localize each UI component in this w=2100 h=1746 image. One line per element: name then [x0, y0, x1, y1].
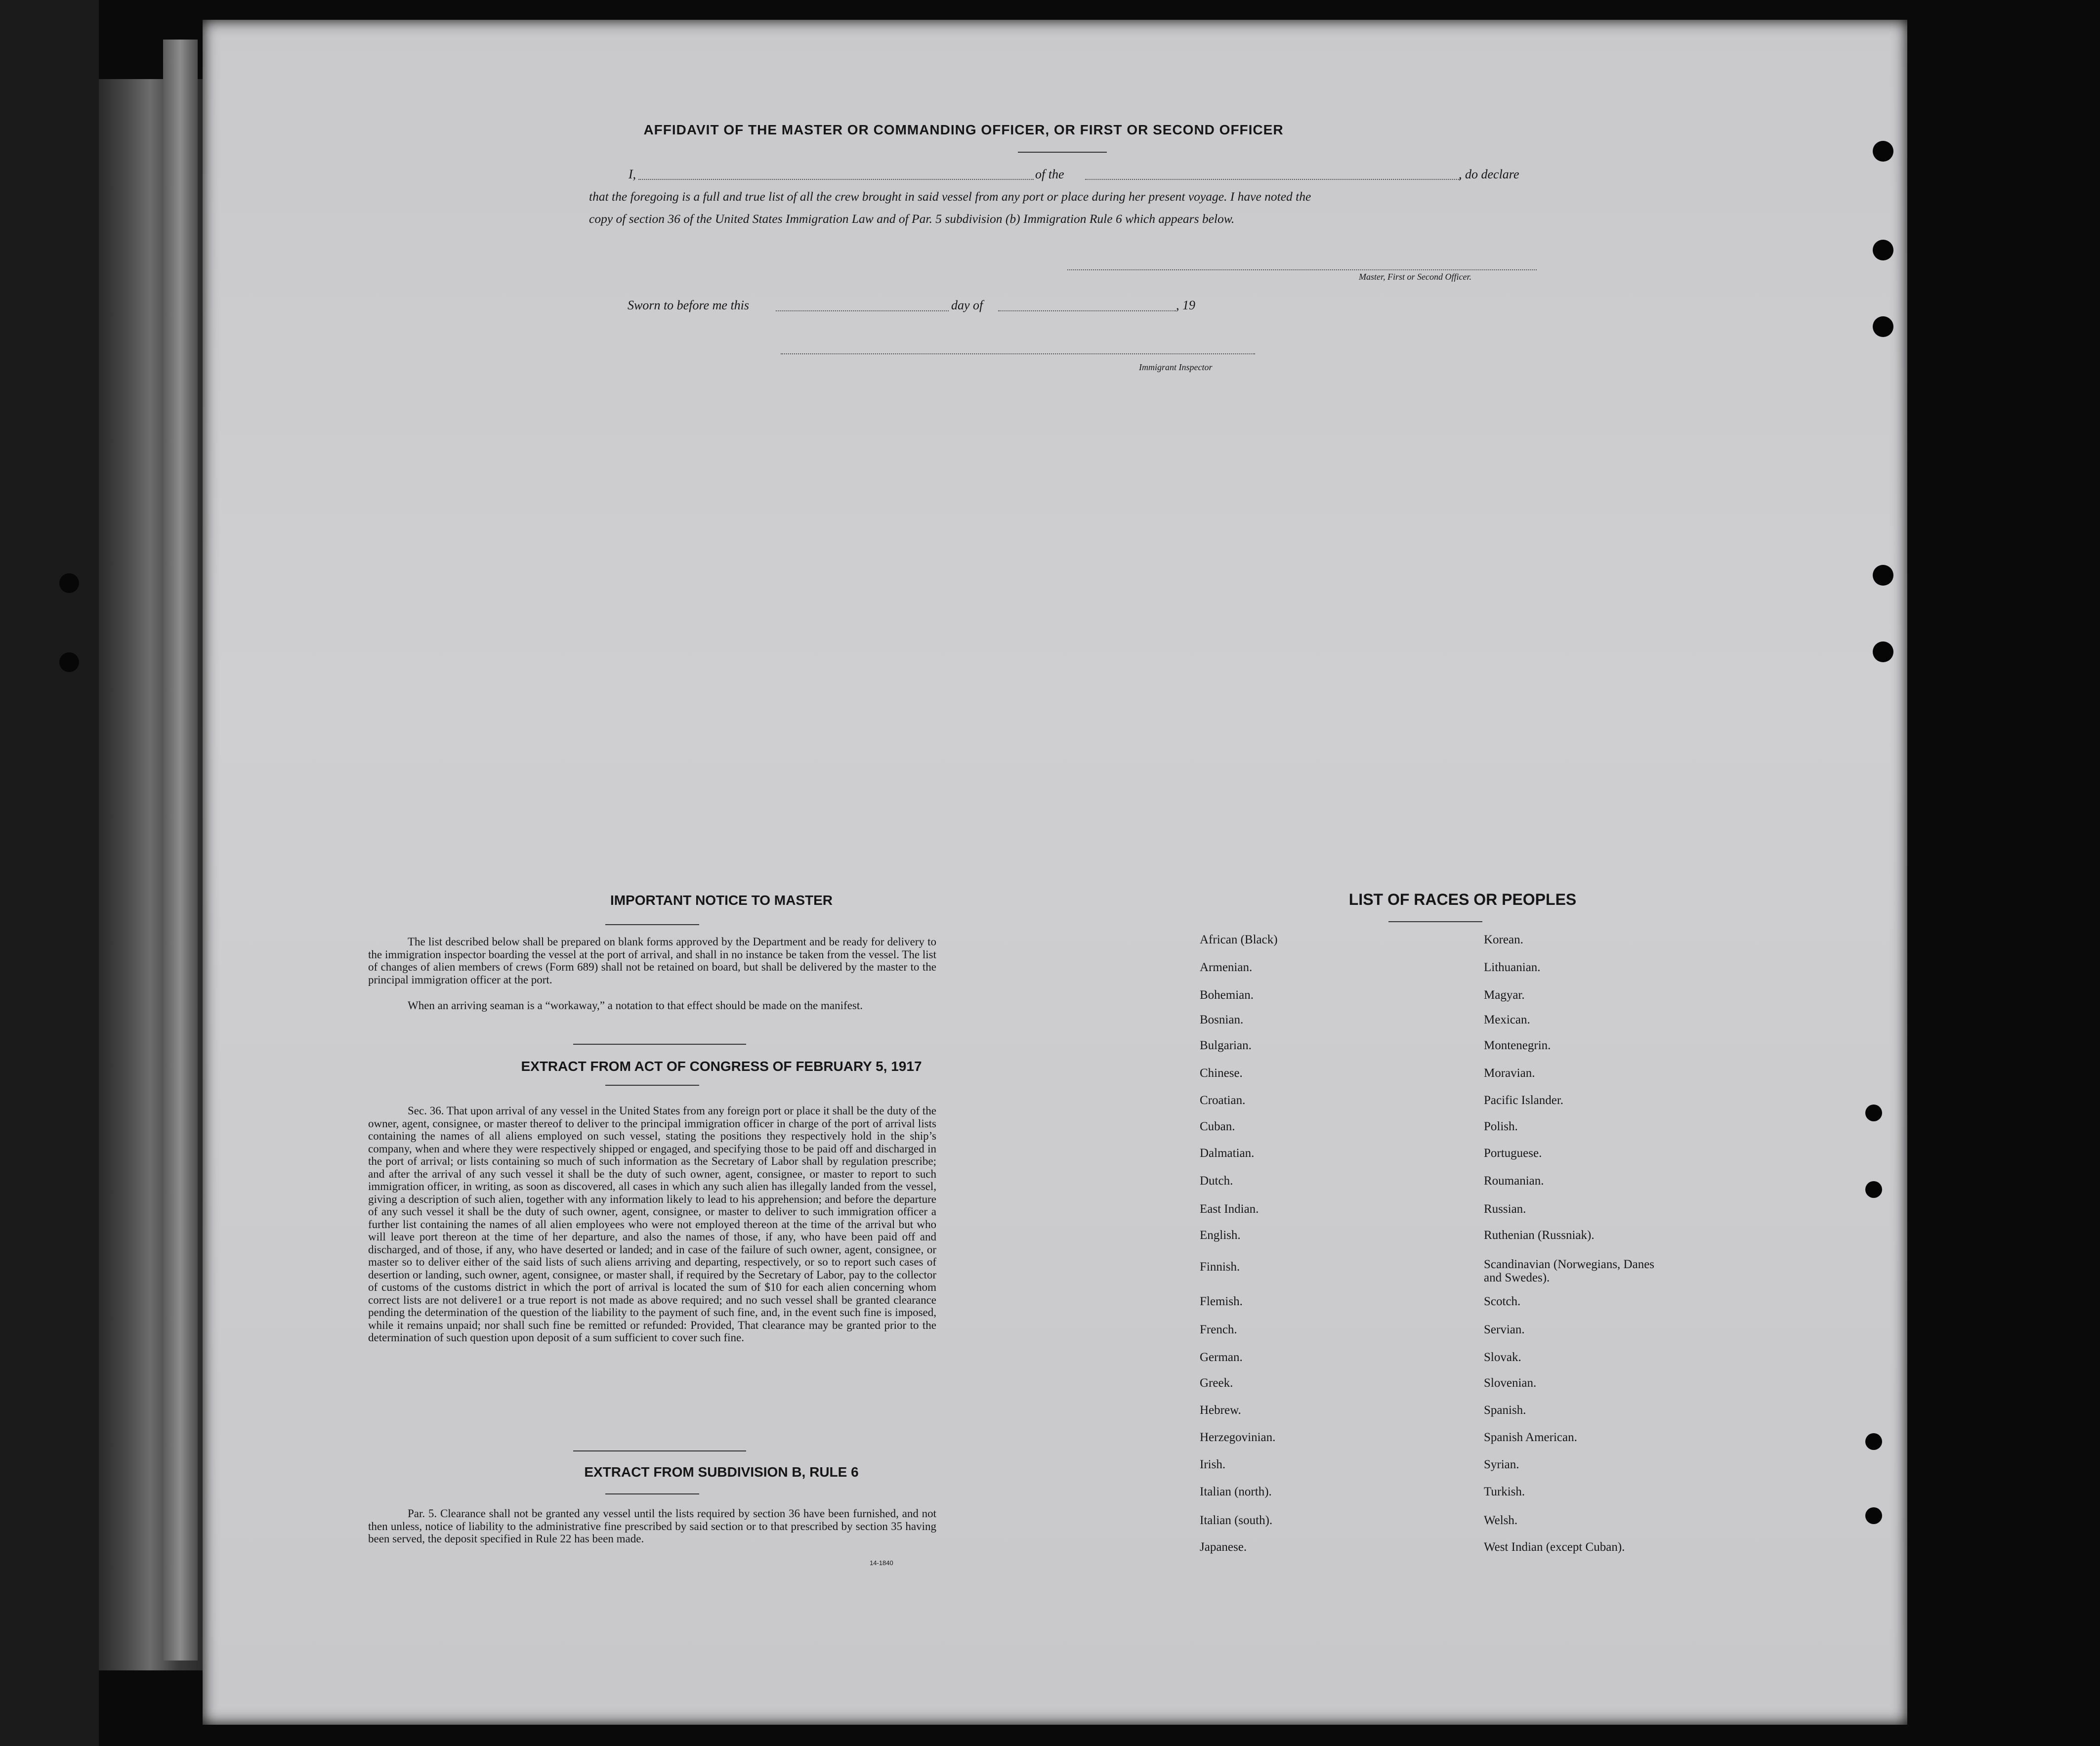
race-item: Russian. [1484, 1202, 1526, 1216]
races-rule [1388, 921, 1482, 922]
race-item: Chinese. [1200, 1066, 1243, 1080]
race-item: Portuguese. [1484, 1147, 1542, 1160]
race-item: Dalmatian. [1200, 1147, 1255, 1160]
sworn-day-blank[interactable] [776, 310, 949, 311]
race-item: Hebrew. [1200, 1404, 1241, 1417]
punch-hole [1873, 641, 1893, 662]
race-item: Bosnian. [1200, 1013, 1244, 1026]
master-signature-line[interactable] [1067, 269, 1537, 270]
punch-hole [1865, 1181, 1882, 1198]
section-rule-2 [573, 1450, 746, 1451]
race-item: Spanish. [1484, 1404, 1526, 1417]
race-item: Slovak. [1484, 1351, 1521, 1364]
race-item: Herzegovinian. [1200, 1431, 1276, 1444]
affidavit-of-the: of the [1035, 167, 1064, 181]
race-item: Slovenian. [1484, 1376, 1537, 1390]
punch-hole [1873, 565, 1893, 586]
section-rule [573, 1044, 746, 1045]
race-item: French. [1200, 1323, 1237, 1336]
race-item: West Indian (except Cuban). [1484, 1540, 1625, 1554]
binder-hole [59, 573, 79, 593]
extract-act-rule [605, 1085, 699, 1086]
race-item: Flemish. [1200, 1295, 1243, 1308]
inspector-signature-line[interactable] [781, 353, 1255, 354]
punch-hole [1865, 1105, 1882, 1121]
sworn-month-blank[interactable] [998, 310, 1176, 311]
race-item: Armenian. [1200, 961, 1253, 974]
affidavit-line3: copy of section 36 of the United States Immigration Law and of Par. 5 subdivision (b) Immigration Rule 6 which appears below. [589, 212, 1235, 226]
race-item: Welsh. [1484, 1514, 1518, 1527]
race-item: Montenegrin. [1484, 1039, 1551, 1052]
race-item: Servian. [1484, 1323, 1525, 1336]
extract-rule-text: Par. 5. Clearance shall not be granted any vessel until the lists required by section 36 have been furnished, and not then unless, notice of liability to the administrative fine prescribed by said section or to that prescribed by section 35 having been served, the deposit specified in Rule 22 has been made. [368, 1507, 936, 1545]
notice-paragraph-2: When an arriving seaman is a “workaway,” a notation to that effect should be made on the manifest. [408, 999, 863, 1012]
race-item: Magyar. [1484, 988, 1525, 1002]
notice-paragraph-1: The list described below shall be prepared on blank forms approved by the Department and be ready for delivery to the immigration inspector boarding the vessel at the port of arrival, and shall in no instance be taken from the vessel. The list of changes of alien members of crews (Form 689) shall not be retained on board, but shall be delivered by the master to the principal immigration officer at the port. [368, 936, 936, 986]
race-item: Irish. [1200, 1458, 1226, 1471]
sworn-text: Sworn to before me this [628, 298, 750, 312]
punch-hole [1873, 316, 1893, 337]
race-item: Pacific Islander. [1484, 1094, 1564, 1107]
punch-hole [1865, 1507, 1882, 1524]
race-item: German. [1200, 1351, 1243, 1364]
race-item: Dutch. [1200, 1174, 1233, 1188]
affidavit-do-declare: , do declare [1459, 167, 1519, 181]
race-item: Roumanian. [1484, 1174, 1544, 1188]
race-item: Spanish American. [1484, 1431, 1577, 1444]
affidavit-i: I, [629, 167, 636, 181]
affidavit-line2: that the foregoing is a full and true list of all the crew brought in said vessel from any port or place during her present voyage. I have noted the [589, 189, 1311, 204]
race-item: Italian (south). [1200, 1514, 1273, 1527]
race-item: Polish. [1484, 1120, 1518, 1133]
race-item: Bulgarian. [1200, 1039, 1252, 1052]
race-item: Ruthenian (Russniak). [1484, 1229, 1595, 1242]
notice-title: IMPORTANT NOTICE TO MASTER [610, 893, 833, 908]
binder-hole [59, 652, 79, 672]
race-item: Croatian. [1200, 1094, 1246, 1107]
inspector-label: Immigrant Inspector [1139, 362, 1213, 372]
race-item: Greek. [1200, 1376, 1233, 1390]
race-item: Lithuanian. [1484, 961, 1541, 974]
race-item: Scandinavian (Norwegians, Danes and Swedes). [1484, 1258, 1655, 1284]
race-item: Korean. [1484, 933, 1523, 946]
binder-edge [0, 0, 99, 1746]
race-item: Syrian. [1484, 1458, 1519, 1471]
extract-act-text: Sec. 36. That upon arrival of any vessel in the United States from any foreign port or place it shall be the duty of the owner, agent, consignee, or master thereof to deliver to the principal immigration officer in charge of the port of arrival lists containing the names of all aliens employed on such vessel, stating the positions they respectively hold in the ship’s company, when and where they were respectively shipped or engaged, and specifying those to be paid off and discharged in the port of arrival; or lists containing so much of such information as the Secretary of Labor shall by regulation prescribe; and after the arrival of any such vessel it shall be the duty of such owner, agent, consignee, or master to report to such immigration officer, in writing, as soon as discovered, all cases in which any such alien has illegally landed from the vessel, giving a description of such alien, together with any information likely to lead to his apprehension; and before the departure of any such vessel it shall be the duty of such owner, agent, consignee, or master to deliver to such immigration officer a further list containing the names of all alien employees who were not employed thereon at the time of the arrival but who will leave port thereon at the time of her departure, and also the names of those, if any, who have been paid off and discharged, and of those, if any, who have deserted or landed; and in case of the failure of such owner, agent, consignee, or master so to deliver either of the said lists of such aliens arriving and departing, respectively, or so to report such cases of desertion or landing, such owner, agent, consignee, or master shall, if required by the Secretary of Labor, pay to the collector of customs of the customs district in which the port of arrival is located the sum of $10 for each alien concerning whom correct lists are not delivere1 or a true report is not made as above required; and no such vessel shall be granted clearance pending the determination of the question of the liability to the payment of such fine, and, in the event such fine is imposed, while it remains unpaid; nor shall such fine be remitted or refunded: Provided, That clearance may be granted prior to the determination of such question upon deposit of a sum sufficient to cover such fine. [368, 1105, 936, 1344]
extract-rule-title: EXTRACT FROM SUBDIVISION B, RULE 6 [584, 1464, 859, 1480]
race-item: English. [1200, 1229, 1241, 1242]
punch-hole [1873, 240, 1893, 260]
race-item: Bohemian. [1200, 988, 1254, 1002]
vessel-blank[interactable] [1085, 179, 1461, 180]
race-item: Turkish. [1484, 1485, 1525, 1498]
races-title: LIST OF RACES OR PEOPLES [1348, 891, 1577, 908]
name-blank[interactable] [638, 179, 1034, 180]
race-item: Japanese. [1200, 1540, 1247, 1554]
day-of-text: day of [951, 298, 983, 312]
race-item: Italian (north). [1200, 1485, 1272, 1498]
race-item: Finnish. [1200, 1260, 1240, 1274]
affidavit-title: AFFIDAVIT OF THE MASTER OR COMMANDING OFFICER, OR FIRST OR SECOND OFFICER [643, 122, 1284, 137]
punch-hole [1873, 141, 1893, 162]
race-item: Moravian. [1484, 1066, 1535, 1080]
race-item: African (Black) [1200, 933, 1278, 946]
notice-rule [605, 924, 699, 925]
race-item: Scotch. [1484, 1295, 1521, 1308]
punch-hole [1865, 1433, 1882, 1450]
title-rule [1018, 152, 1107, 153]
extract-act-title: EXTRACT FROM ACT OF CONGRESS OF FEBRUARY 5, 1917 [521, 1059, 922, 1074]
year-text: , 19 [1176, 298, 1195, 312]
master-label: Master, First or Second Officer. [1359, 272, 1471, 282]
binder-strip-highlight [163, 40, 198, 1661]
race-item: Cuban. [1200, 1120, 1235, 1133]
race-item: East Indian. [1200, 1202, 1259, 1216]
form-code: 14-1840 [870, 1559, 893, 1567]
extract-rule-rule [605, 1493, 699, 1494]
race-item: Mexican. [1484, 1013, 1530, 1026]
